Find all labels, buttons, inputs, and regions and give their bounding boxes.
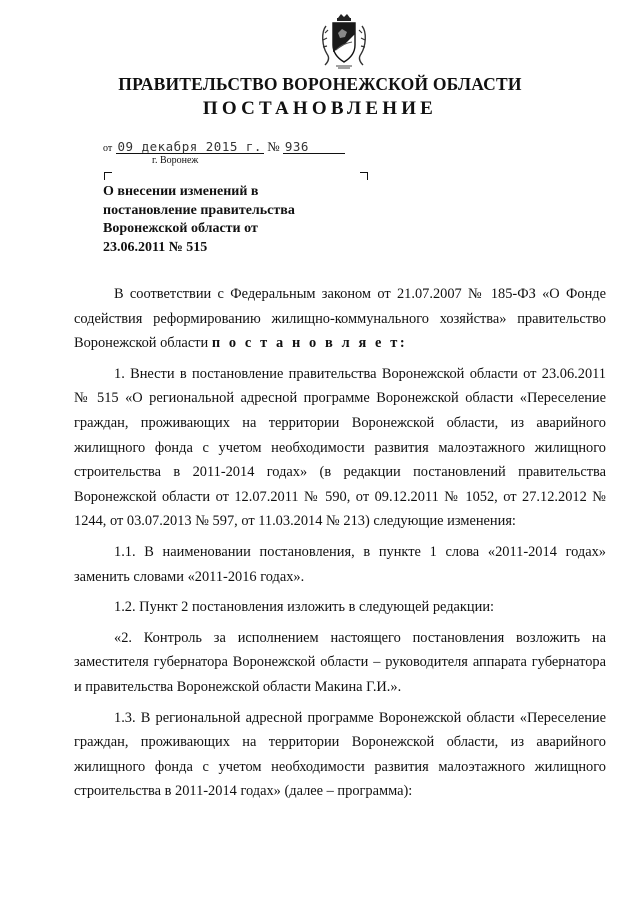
subject-line: О внесении изменений в — [103, 184, 259, 199]
paragraph-1: 1. Внести в постановление правительства Воронежской области от 23.06.2011 № 515 «О региональной адресной программе Воронежской области «Переселение граждан, проживающих на территории Воронежской области, из аварийного жилищного фонда с учетом необходимости развития малоэтажного жилищного строительства в 2011-2014 годах» (в редакции постановлений правительства Воронежской области от 12.07.2011 № 590, от 09.12.2011 № 1052, от 27.12.2012 № 1244, от 03.07.2013 № 597, от 11.03.2014 № 213) следующие изменения: — [74, 365, 606, 530]
paragraph-1-1: 1.1. В наименовании постановления, в пункте 1 слова «2011-2014 годах» заменить словами «2011-2016 годах». — [74, 543, 606, 585]
subject-bracket-left — [104, 172, 112, 180]
document-number: 936 — [283, 140, 345, 154]
paragraph-1-2-quote: «2. Контроль за исполнением настоящего постановления возложить на заместителя губернатора Воронежской области – руководителя аппарата губернатора и правительства Воронежской области Макина Г.И.». — [74, 629, 606, 695]
resolves-word: п о с т а н о в л я е т: — [211, 335, 408, 352]
city-label: г. Воронеж — [152, 155, 199, 166]
document-body — [74, 282, 606, 804]
date-value: 09 декабря 2015 г. — [117, 139, 262, 154]
document-type-title: ПОСТАНОВЛЕНИЕ — [202, 98, 438, 119]
coat-of-arms-icon — [318, 12, 370, 70]
subject-bracket-right — [360, 172, 368, 180]
preamble-paragraph — [74, 282, 606, 356]
organization-title: ПРАВИТЕЛЬСТВО ВОРОНЕЖСКОЙ ОБЛАСТИ — [118, 74, 522, 94]
date-prefix: от — [103, 143, 113, 154]
subject-line: Воронежской области от — [103, 221, 258, 236]
subject-line: 23.06.2011 № 515 — [103, 239, 208, 255]
document-subject — [103, 183, 363, 257]
number-prefix: № — [267, 139, 280, 154]
date-number-line — [103, 139, 345, 155]
preamble-text: В соответствии с Федеральным законом от 21.07.2007 № 185-ФЗ «О Фонде содействия реформированию жилищно-коммунального хозяйства» правительство Воронежской области — [74, 286, 606, 352]
paragraph-1-3: 1.3. В региональной адресной программе Воронежской области «Переселение граждан, проживающих на территории Воронежской области, из аварийного жилищного фонда с учетом необходимости развития малоэтажного жилищного строительства в 2011-2014 годах» (далее – программа): — [74, 709, 606, 800]
subject-line: постановление правительства — [103, 202, 295, 218]
paragraph-1-2: 1.2. Пункт 2 постановления изложить в следующей редакции: — [114, 599, 495, 616]
